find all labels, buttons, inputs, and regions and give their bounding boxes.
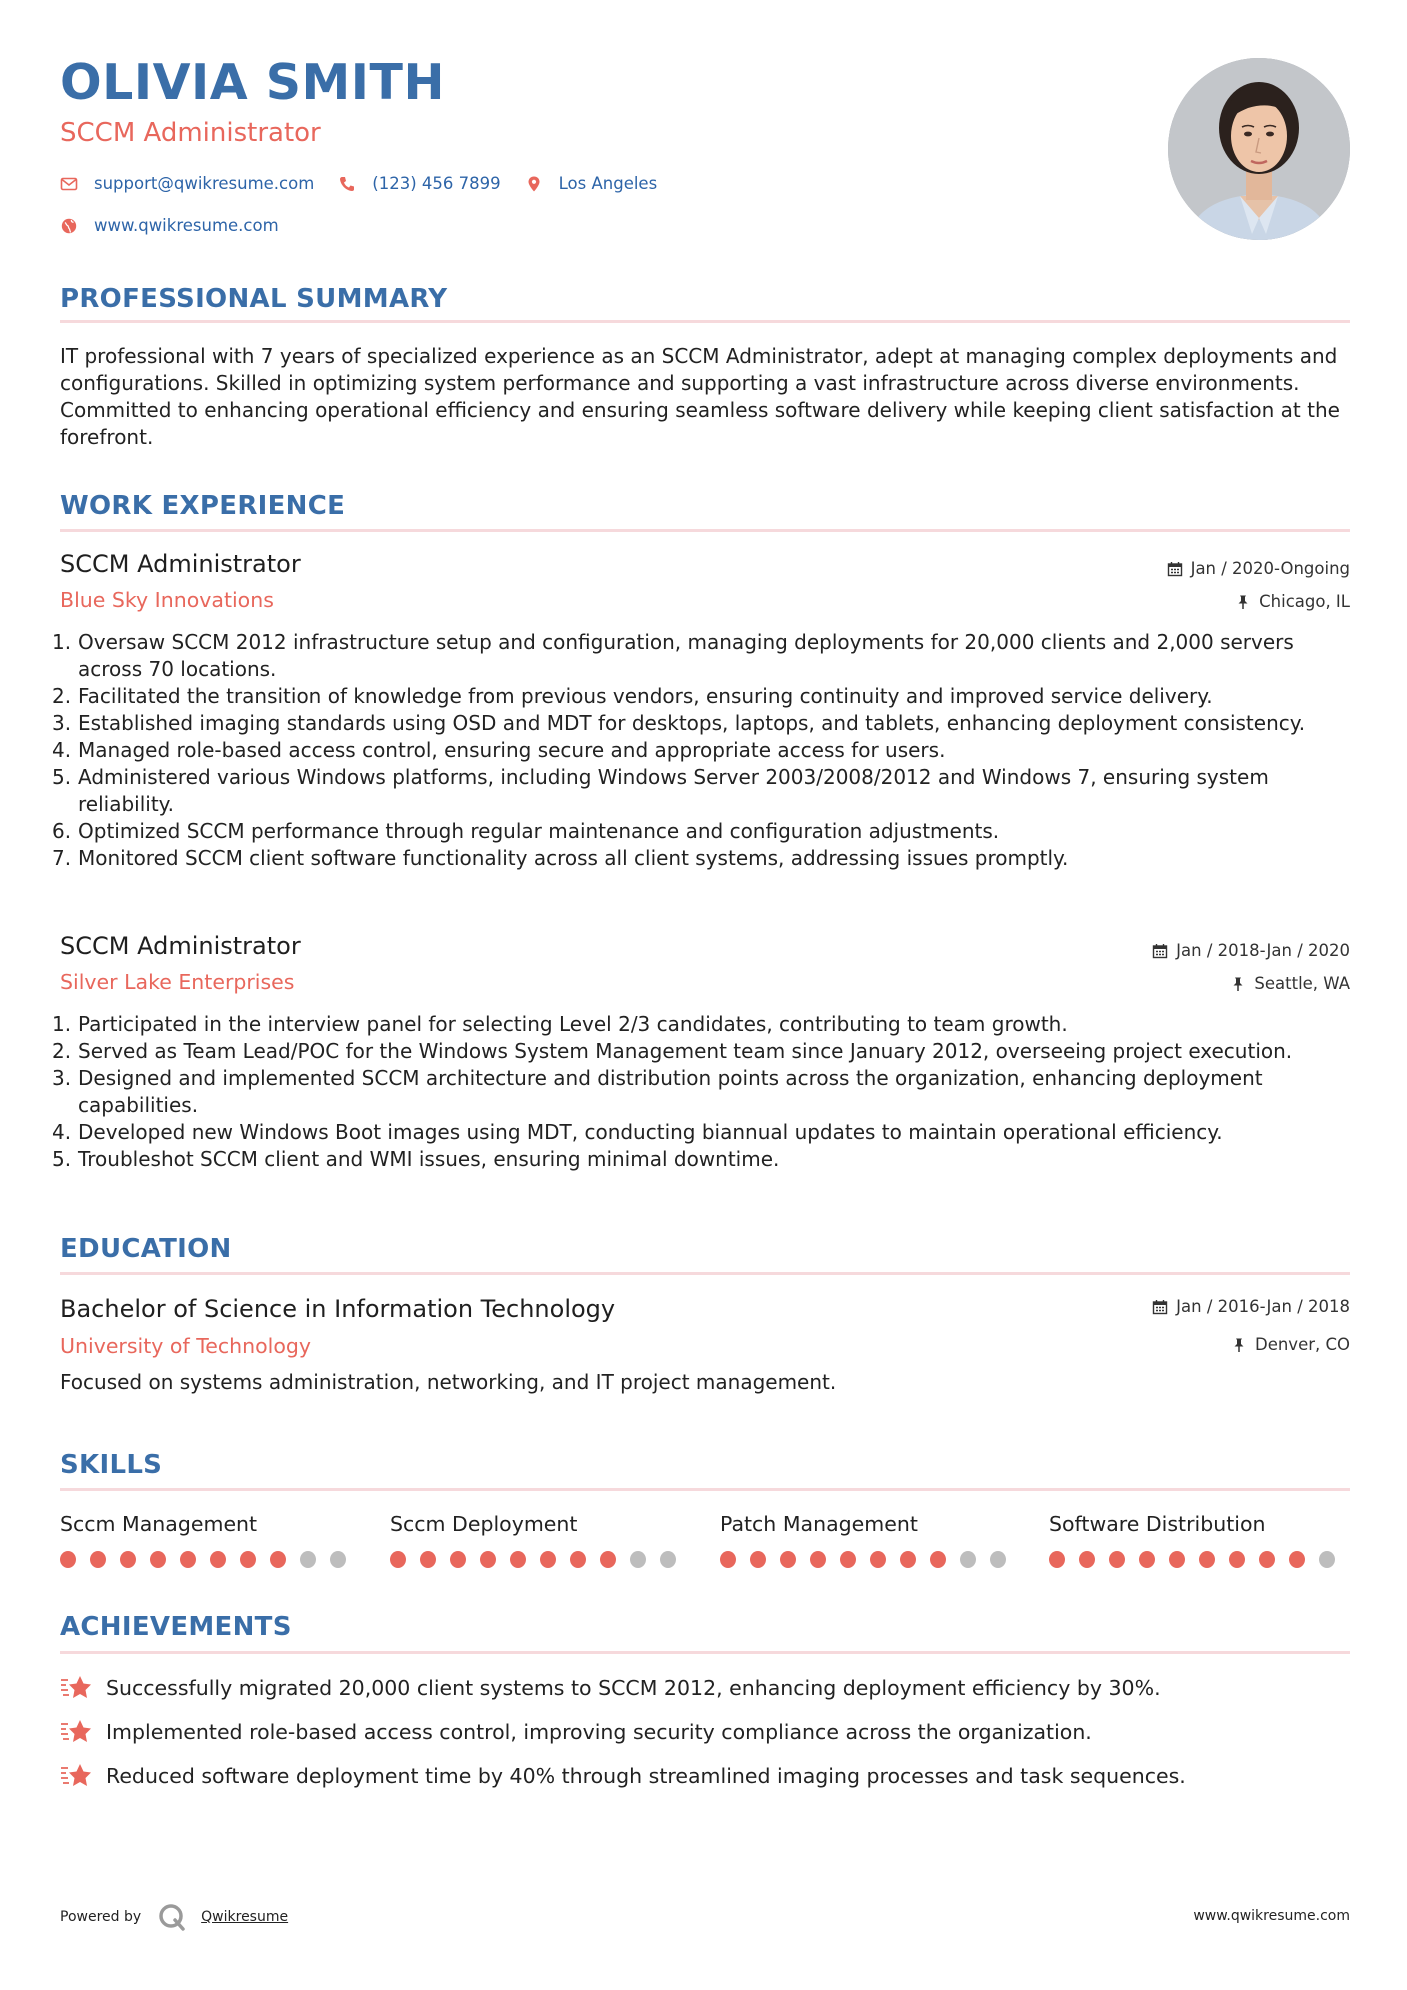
- footer-powered-by: [60, 1902, 288, 1932]
- skill-dot-filled: [720, 1551, 736, 1568]
- achievement-text: Implemented role-based access control, improving security compliance across the organization.: [106, 1720, 1092, 1744]
- calendar-icon: [1152, 943, 1168, 959]
- contact-website[interactable]: [60, 216, 279, 235]
- qwikresume-link[interactable]: Qwikresume: [201, 1909, 289, 1925]
- star-badge-icon: [60, 1762, 92, 1790]
- job-dates-text: Jan / 2020-Ongoing: [1190, 559, 1350, 578]
- job-title: SCCM Administrator: [60, 550, 301, 578]
- job-dates: [1167, 561, 1350, 578]
- calendar-icon: [1167, 561, 1183, 577]
- skill-dot-filled: [1049, 1551, 1065, 1568]
- skill-dot-filled: [150, 1551, 166, 1568]
- skill-dot-empty: [1319, 1551, 1335, 1568]
- job-dates-text: Jan / 2018-Jan / 2020: [1176, 941, 1350, 960]
- list-item: 3. Established imaging standards using OSD and MDT for desktops, laptops, and tablets, enhancing deployment consistency.: [52, 711, 1306, 735]
- company-name: Blue Sky Innovations: [60, 588, 274, 612]
- job-location: [1235, 594, 1350, 611]
- skill-dot-filled: [120, 1551, 136, 1568]
- skill-name: Sccm Deployment: [390, 1512, 578, 1536]
- star-badge-icon: [60, 1718, 92, 1746]
- map-pin-icon: [525, 175, 543, 193]
- skill-dot-filled: [600, 1551, 616, 1568]
- skill-dot-empty: [300, 1551, 316, 1568]
- skill-dot-filled: [1109, 1551, 1125, 1568]
- skill-dot-empty: [660, 1551, 676, 1568]
- skill-dot-filled: [810, 1551, 826, 1568]
- skill-dot-filled: [450, 1551, 466, 1568]
- pin-icon: [1231, 1337, 1247, 1353]
- experience-divider: [60, 529, 1350, 532]
- footer-website[interactable]: www.qwikresume.com: [1193, 1908, 1350, 1924]
- contact-location: [525, 174, 658, 193]
- job-bullet-list: [52, 1011, 1352, 1173]
- envelope-icon: [60, 175, 78, 193]
- skill-dot-filled: [510, 1551, 526, 1568]
- skill-rating: [390, 1551, 690, 1568]
- skill-rating: [60, 1551, 360, 1568]
- skill-dot-filled: [930, 1551, 946, 1568]
- qwikresume-logo-icon: [157, 1902, 187, 1932]
- summary-divider: [60, 320, 1350, 323]
- list-item: 5. Administered various Windows platforms, including Windows Server 2003/2008/2012 and Windows 7, ensuring system reliability.: [52, 765, 1269, 816]
- contact-row-secondary: [60, 216, 303, 235]
- skill-dot-empty: [630, 1551, 646, 1568]
- job-dates: [1152, 943, 1350, 960]
- candidate-name: OLIVIA SMITH: [60, 54, 445, 111]
- summary-heading: PROFESSIONAL SUMMARY: [60, 284, 448, 314]
- skill-dot-empty: [960, 1551, 976, 1568]
- skill-name: Sccm Management: [60, 1512, 258, 1536]
- achievement-text: Reduced software deployment time by 40% through streamlined imaging processes and task sequences.: [106, 1764, 1186, 1788]
- skill-dot-filled: [90, 1551, 106, 1568]
- skill-dot-filled: [1199, 1551, 1215, 1568]
- education-location-text: Denver, CO: [1254, 1335, 1350, 1354]
- achievement-text: Successfully migrated 20,000 client systems to SCCM 2012, enhancing deployment efficiency by 30%.: [106, 1676, 1161, 1700]
- phone-icon: [338, 175, 356, 193]
- skill-dot-filled: [1229, 1551, 1245, 1568]
- experience-heading: WORK EXPERIENCE: [60, 491, 346, 521]
- skill-dot-filled: [1139, 1551, 1155, 1568]
- website-text: www.qwikresume.com: [94, 216, 279, 235]
- job-location: [1230, 976, 1350, 993]
- skill-dot-filled: [210, 1551, 226, 1568]
- list-item: 7. Monitored SCCM client software functionality across all client systems, addressing issues promptly.: [52, 846, 1069, 870]
- powered-by-label: Powered by: [60, 1909, 142, 1925]
- location-text: Los Angeles: [558, 174, 658, 193]
- skill-dot-filled: [780, 1551, 796, 1568]
- skill-dot-filled: [1169, 1551, 1185, 1568]
- skill-item: [390, 1514, 690, 1568]
- skill-dot-filled: [840, 1551, 856, 1568]
- list-item: 4. Developed new Windows Boot images using MDT, conducting biannual updates to maintain operational efficiency.: [52, 1120, 1223, 1144]
- skill-dot-filled: [1079, 1551, 1095, 1568]
- skill-dot-filled: [900, 1551, 916, 1568]
- skill-dot-empty: [330, 1551, 346, 1568]
- education-dates: [1152, 1299, 1350, 1316]
- skill-name: Patch Management: [720, 1512, 918, 1536]
- skills-divider: [60, 1488, 1350, 1491]
- profile-photo: [1168, 58, 1350, 240]
- achievements-divider: [60, 1651, 1350, 1654]
- skill-name: Software Distribution: [1049, 1512, 1266, 1536]
- achievements-heading: ACHIEVEMENTS: [60, 1612, 292, 1642]
- list-item: 3. Designed and implemented SCCM architecture and distribution points across the organization, enhancing deployment capabilities.: [52, 1066, 1263, 1117]
- skill-dot-filled: [750, 1551, 766, 1568]
- school-name: University of Technology: [60, 1334, 312, 1358]
- pin-icon: [1235, 594, 1251, 610]
- skill-dot-filled: [270, 1551, 286, 1568]
- skill-dot-filled: [60, 1551, 76, 1568]
- phone-text: (123) 456 7899: [372, 174, 501, 193]
- candidate-role: SCCM Administrator: [60, 118, 321, 148]
- skill-dot-filled: [870, 1551, 886, 1568]
- list-item: 5. Troubleshot SCCM client and WMI issues, ensuring minimal downtime.: [52, 1147, 780, 1171]
- email-text: support@qwikresume.com: [94, 174, 315, 193]
- job-title: SCCM Administrator: [60, 932, 301, 960]
- skill-dot-filled: [180, 1551, 196, 1568]
- skills-heading: SKILLS: [60, 1450, 163, 1480]
- globe-icon: [60, 217, 78, 235]
- skill-dot-filled: [390, 1551, 406, 1568]
- achievement-item: [60, 1674, 1161, 1702]
- contact-phone[interactable]: [338, 174, 500, 193]
- company-name: Silver Lake Enterprises: [60, 970, 295, 994]
- skill-item: [1049, 1514, 1349, 1568]
- contact-email[interactable]: [60, 174, 314, 193]
- star-badge-icon: [60, 1674, 92, 1702]
- skill-dot-filled: [480, 1551, 496, 1568]
- achievement-item: [60, 1718, 1092, 1746]
- education-location: [1231, 1337, 1350, 1354]
- skill-dot-filled: [1259, 1551, 1275, 1568]
- skill-rating: [1049, 1551, 1349, 1568]
- pin-icon: [1230, 976, 1246, 992]
- skill-dot-filled: [540, 1551, 556, 1568]
- summary-text: IT professional with 7 years of specialized experience as an SCCM Administrator, adept at managing complex deployments and configurations. Skilled in optimizing system performance and supporting a vast infrastructure across diverse environments. Committed to enhancing operational efficiency and ensuring seamless software delivery while keeping client satisfaction at the forefront.: [60, 344, 1340, 449]
- list-item: 1. Participated in the interview panel for selecting Level 2/3 candidates, contributing to team growth.: [52, 1012, 1068, 1036]
- education-description: Focused on systems administration, networking, and IT project management.: [60, 1370, 837, 1394]
- list-item: 2. Facilitated the transition of knowledge from previous vendors, ensuring continuity and improved service delivery.: [52, 684, 1213, 708]
- job-location-text: Seattle, WA: [1254, 974, 1350, 993]
- calendar-icon: [1152, 1299, 1168, 1315]
- list-item: 1. Oversaw SCCM 2012 infrastructure setup and configuration, managing deployments for 20,000 clients and 2,000 servers across 70 locations.: [52, 630, 1294, 681]
- job-bullet-list: [52, 629, 1352, 872]
- skill-item: [60, 1514, 360, 1568]
- degree-title: Bachelor of Science in Information Technology: [60, 1295, 616, 1323]
- education-divider: [60, 1272, 1350, 1275]
- skill-dot-empty: [990, 1551, 1006, 1568]
- list-item: 4. Managed role-based access control, ensuring secure and appropriate access for users.: [52, 738, 946, 762]
- achievement-item: [60, 1762, 1186, 1790]
- skill-item: [720, 1514, 1020, 1568]
- skill-dot-filled: [420, 1551, 436, 1568]
- skill-dot-filled: [570, 1551, 586, 1568]
- education-dates-text: Jan / 2016-Jan / 2018: [1176, 1297, 1350, 1316]
- skill-rating: [720, 1551, 1020, 1568]
- skill-dot-filled: [1289, 1551, 1305, 1568]
- skill-dot-filled: [240, 1551, 256, 1568]
- job-location-text: Chicago, IL: [1259, 592, 1350, 611]
- education-heading: EDUCATION: [60, 1234, 232, 1264]
- list-item: 6. Optimized SCCM performance through regular maintenance and configuration adjustments.: [52, 819, 1000, 843]
- contact-row-primary: [60, 174, 681, 193]
- list-item: 2. Served as Team Lead/POC for the Windows System Management team since January 2012, overseeing project execution.: [52, 1039, 1293, 1063]
